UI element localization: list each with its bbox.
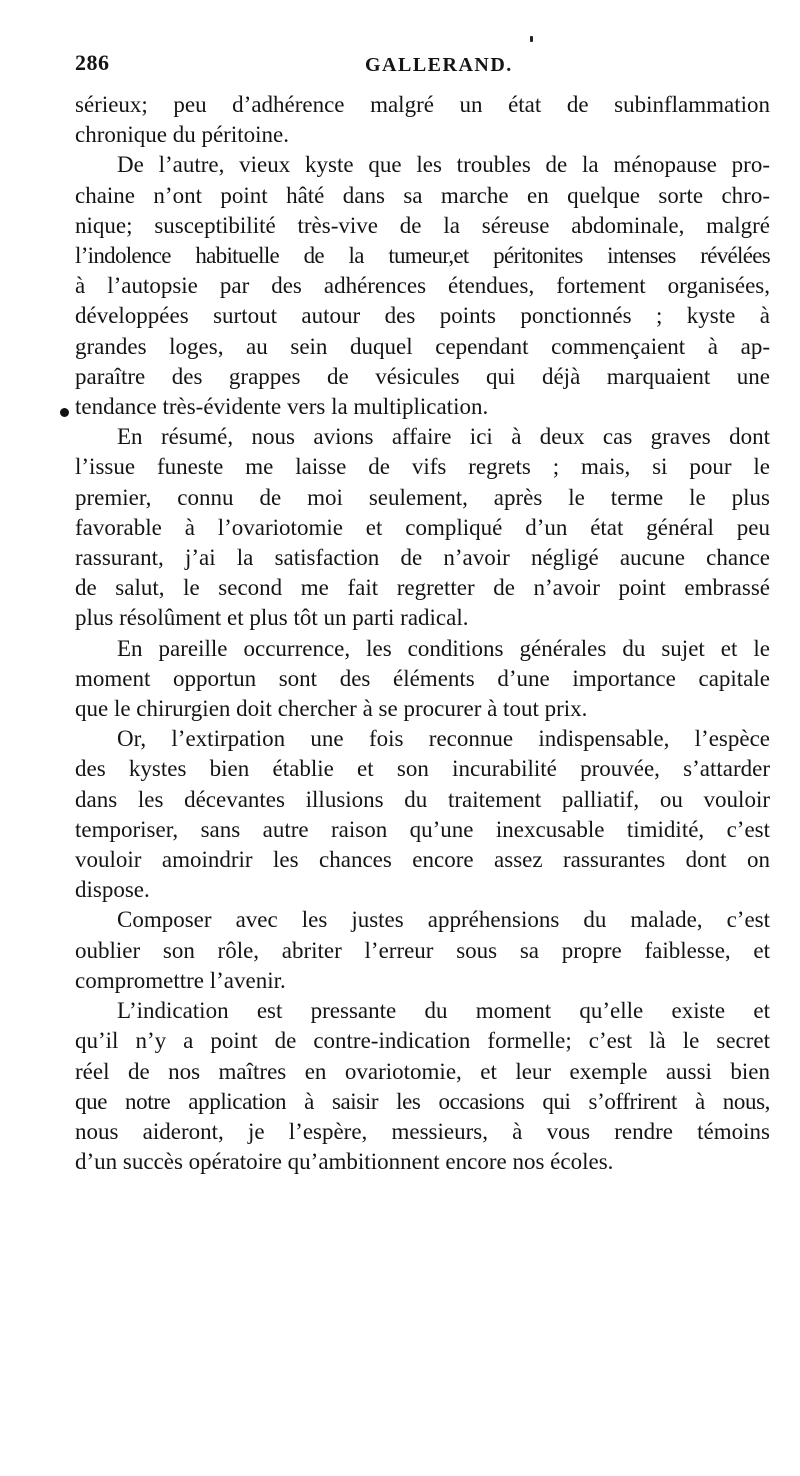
paragraph-2 — [75, 150, 770, 422]
paragraph-3 — [75, 422, 770, 633]
text-line: L’indication est pressante du moment qu’elle existe et — [117, 998, 770, 1024]
text-line: réel de nos maîtres en ovariotomie, et leur exemple aussi bien — [75, 1058, 770, 1084]
text-line: Composer avec les justes appréhensions du malade, c’est — [117, 907, 770, 933]
text-line: que le chirurgien doit chercher à se procurer à tout prix. — [75, 696, 588, 722]
text-line: sérieux; peu d’adhérence malgré un état de subinflammation — [75, 92, 770, 117]
paragraph-4 — [75, 634, 770, 725]
text-line: temporiser, sans autre raison qu’une inexcusable timidité, c’est — [75, 816, 770, 842]
margin-ink-dot — [60, 408, 69, 417]
text-line: de salut, le second me fait regretter de n’avoir point embrassé — [75, 575, 770, 601]
text-line: Or, l’extirpation une fois reconnue indispensable, l’espèce — [117, 726, 770, 752]
text-line: rassurant, j’ai la satisfaction de n’avoir négligé aucune chance — [75, 545, 770, 571]
text-line: que notre application à saisir les occasions qui s’offrirent à nous, — [75, 1088, 770, 1114]
paragraph-6 — [75, 905, 770, 996]
text-line: des kystes bien établie et son incurabilité prouvée, s’attarder — [75, 756, 770, 782]
text-line: l’issue funeste me laisse de vifs regrets ; mais, si pour le — [75, 454, 770, 480]
page-number: 286 — [75, 50, 110, 75]
text-line: paraître des grappes de vésicules qui déjà marquaient une — [75, 363, 770, 389]
text-line: vouloir amoindrir les chances encore assez rassurantes dont on — [75, 847, 770, 873]
text-line: plus résolûment et plus tôt un parti radical. — [75, 605, 469, 631]
text-line: grandes loges, au sein duquel cependant commençaient à ap- — [75, 333, 770, 359]
body-text — [75, 90, 770, 1177]
text-line: développées surtout autour des points ponctionnés ; kyste à — [75, 303, 770, 329]
text-line: De l’autre, vieux kyste que les troubles de la ménopause pro- — [117, 152, 770, 178]
text-line: à l’autopsie par des adhérences étendues, fortement organisées, — [75, 273, 770, 299]
text-line: nous aideront, je l’espère, messieurs, à vous rendre témoins — [75, 1118, 770, 1144]
text-line: qu’il n’y a point de contre-indication formelle; c’est là le secret — [75, 1028, 770, 1054]
text-line: l’indolence habituelle de la tumeur,et péritonites intenses révélées — [75, 243, 770, 269]
ink-speck — [530, 36, 533, 42]
text-line: oublier son rôle, abriter l’erreur sous sa propre faiblesse, et — [75, 937, 770, 963]
text-line: chronique du péritoine. — [75, 122, 289, 148]
page-header — [75, 46, 775, 86]
paragraph-5 — [75, 724, 770, 905]
running-title: GALLERAND. — [365, 54, 513, 76]
text-line: chaine n’ont point hâté dans sa marche en quelque sorte chro- — [75, 182, 770, 208]
text-line: En résumé, nous avions affaire ici à deux cas graves dont — [117, 424, 770, 450]
paragraph-1 — [75, 90, 770, 150]
text-line: tendance très-évidente vers la multiplication. — [75, 394, 489, 420]
text-line: moment opportun sont des éléments d’une importance capitale — [75, 665, 770, 691]
text-line: En pareille occurrence, les conditions générales du sujet et le — [117, 635, 770, 661]
text-line: premier, connu de moi seulement, après le terme le plus — [75, 484, 770, 510]
text-line: favorable à l’ovariotomie et compliqué d’un état général peu — [75, 514, 770, 540]
text-line: compromettre l’avenir. — [75, 967, 286, 993]
text-line: nique; susceptibilité très-vive de la séreuse abdominale, malgré — [75, 212, 770, 238]
paragraph-7 — [75, 996, 770, 1177]
text-line: dans les décevantes illusions du traitement palliatif, ou vouloir — [75, 786, 770, 812]
text-line: dispose. — [75, 877, 150, 903]
text-line: d’un succès opératoire qu’ambitionnent encore nos écoles. — [75, 1149, 614, 1175]
